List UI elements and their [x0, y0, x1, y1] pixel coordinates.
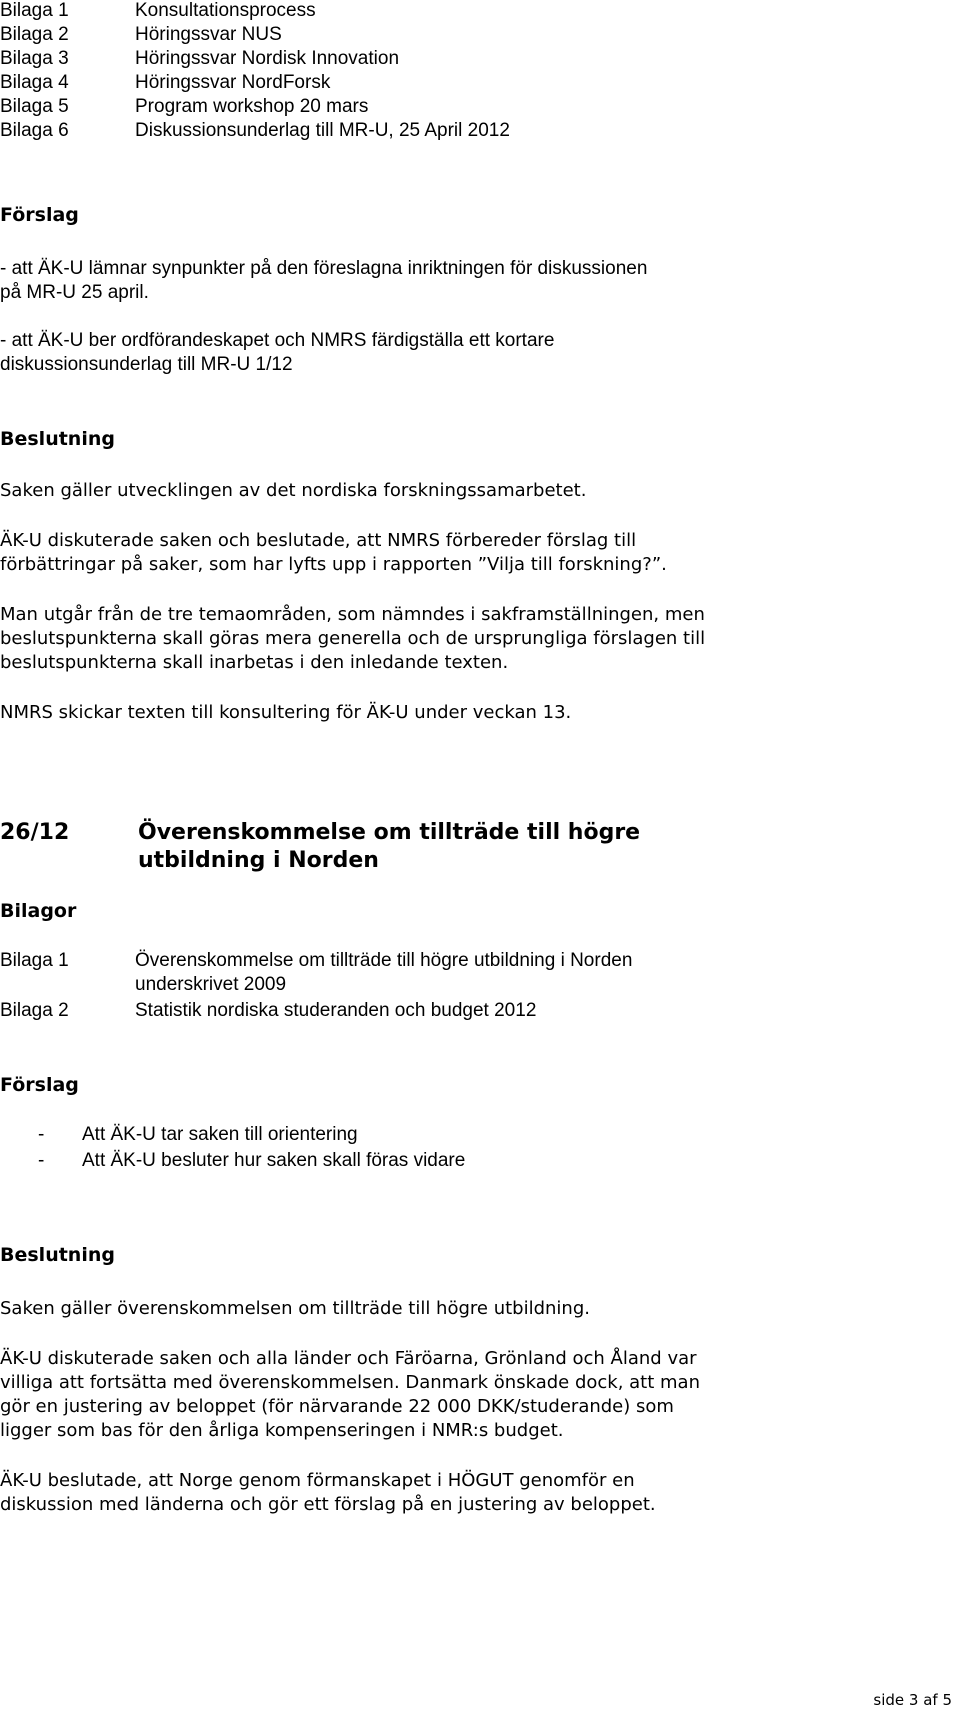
bilaga-text: Konsultationsprocess [135, 0, 316, 21]
beslutning-paragraph: ÄK-U diskuterade saken och beslutade, att NMRS förbereder förslag till [0, 530, 637, 551]
bilaga-label: Bilaga 1 [0, 0, 69, 21]
forslag-paragraph: diskussionsunderlag till MR-U 1/12 [0, 354, 293, 375]
bilaga-label: Bilaga 2 [0, 24, 69, 45]
beslutning-paragraph: NMRS skickar texten till konsultering för ÄK-U under veckan 13. [0, 702, 572, 723]
beslutning-paragraph: Saken gäller överenskommelsen om tillträde till högre utbildning. [0, 1298, 590, 1319]
beslutning-paragraph: Saken gäller utvecklingen av det nordiska forskningssamarbetet. [0, 480, 587, 501]
bilaga-text: underskrivet 2009 [135, 974, 287, 995]
bilaga-label: Bilaga 3 [0, 48, 69, 69]
beslutning-heading: Beslutning [0, 428, 115, 450]
beslutning-paragraph: ÄK-U diskuterade saken och alla länder och Färöarna, Grönland och Åland var [0, 1348, 697, 1369]
beslutning-paragraph: diskussion med länderna och gör ett förslag på en justering av beloppet. [0, 1494, 656, 1515]
forslag-paragraph: - att ÄK-U lämnar synpunkter på den föreslagna inriktningen för diskussionen [0, 258, 648, 279]
beslutning-paragraph: gör en justering av beloppet (för närvarande 22 000 DKK/studerande) som [0, 1396, 674, 1417]
bilaga-text: Höringssvar NUS [135, 24, 282, 45]
list-item: Att ÄK-U tar saken till orientering [82, 1124, 358, 1145]
list-dash: - [38, 1124, 45, 1145]
forslag-heading: Förslag [0, 1074, 79, 1096]
list-dash: - [38, 1150, 45, 1171]
item-title: utbildning i Norden [138, 848, 379, 873]
bilaga-label: Bilaga 6 [0, 120, 69, 141]
beslutning-paragraph: villiga att fortsätta med överenskommelsen. Danmark önskade dock, att man [0, 1372, 700, 1393]
list-item: Att ÄK-U besluter hur saken skall föras vidare [82, 1150, 466, 1171]
bilaga-label: Bilaga 1 [0, 950, 69, 971]
bilaga-label: Bilaga 5 [0, 96, 69, 117]
forslag-paragraph: på MR-U 25 april. [0, 282, 149, 303]
bilaga-text: Överenskommelse om tillträde till högre utbildning i Norden [135, 950, 633, 971]
item-number: 26/12 [0, 820, 70, 845]
beslutning-paragraph: beslutspunkterna skall göras mera generella och de ursprungliga förslagen till [0, 628, 706, 649]
bilaga-text: Höringssvar NordForsk [135, 72, 331, 93]
beslutning-paragraph: beslutspunkterna skall inarbetas i den inledande texten. [0, 652, 509, 673]
beslutning-heading: Beslutning [0, 1244, 115, 1266]
beslutning-paragraph: Man utgår från de tre temaområden, som nämndes i sakframställningen, men [0, 604, 705, 625]
beslutning-paragraph: ÄK-U beslutade, att Norge genom förmanskapet i HÖGUT genomför en [0, 1470, 635, 1491]
page-number: side 3 af 5 [873, 1691, 952, 1709]
bilaga-text: Höringssvar Nordisk Innovation [135, 48, 400, 69]
bilaga-text: Program workshop 20 mars [135, 96, 369, 117]
forslag-heading: Förslag [0, 204, 79, 226]
forslag-paragraph: - att ÄK-U ber ordförandeskapet och NMRS färdigställa ett kortare [0, 330, 555, 351]
item-title: Överenskommelse om tillträde till högre [138, 820, 641, 845]
beslutning-paragraph: ligger som bas för den årliga kompenseringen i NMR:s budget. [0, 1420, 564, 1441]
beslutning-paragraph: förbättringar på saker, som har lyfts upp i rapporten ”Vilja till forskning?”. [0, 554, 667, 575]
bilagor-heading: Bilagor [0, 900, 77, 922]
bilaga-label: Bilaga 4 [0, 72, 69, 93]
bilaga-text: Diskussionsunderlag till MR-U, 25 April 2012 [135, 120, 510, 141]
bilaga-text: Statistik nordiska studeranden och budget 2012 [135, 1000, 537, 1021]
bilaga-label: Bilaga 2 [0, 1000, 69, 1021]
